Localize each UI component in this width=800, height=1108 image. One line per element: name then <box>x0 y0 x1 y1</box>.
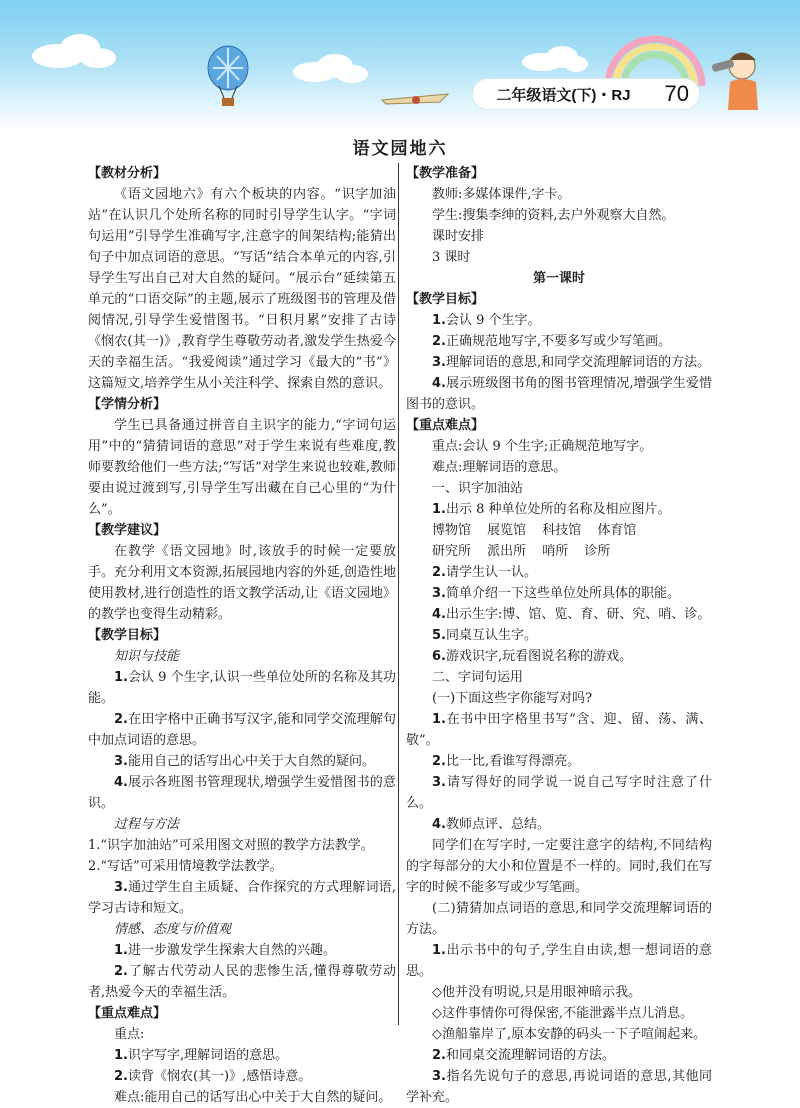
numbered-item <box>88 772 396 814</box>
item-text: 正确规范地写字,不要多写或少写笔画。 <box>445 334 672 349</box>
lesson-heading: 第一课时 <box>532 271 585 286</box>
child-telescope-icon <box>710 44 770 114</box>
item-number: 1. <box>114 670 128 685</box>
numbered-item <box>406 646 712 667</box>
paragraph: 教师:多媒体课件,字卡。 <box>432 187 571 202</box>
column-divider <box>398 163 399 1025</box>
section-heading: 【教学建议】 <box>88 523 167 538</box>
item-text: 请学生认一认。 <box>445 565 537 580</box>
numbered-item <box>406 1066 712 1108</box>
item-text: 在书中田字格里书写“含、迎、留、荡、满、敬”。 <box>406 712 712 748</box>
item-number: 2. <box>114 712 128 727</box>
numbered-item <box>88 940 396 961</box>
cloud-mid-icon <box>290 50 370 86</box>
item-text: 会认 9 个生字。 <box>445 313 541 328</box>
cloud-left-icon <box>28 30 118 70</box>
paragraph: 同学们在写字时,一定要注意字的结构,不同结构的字每部分的大小和位置是不一样的。同时,我们在写字的时候不能多写或少写笔画。 <box>406 838 712 895</box>
item-number: 5. <box>432 628 446 643</box>
page-number: 70 <box>664 81 689 106</box>
vocabulary-row: 研究所 派出所 哨所 诊所 <box>432 544 611 559</box>
item-text: 出示 8 种单位处所的名称及相应图片。 <box>445 502 671 517</box>
section-heading: 【重点难点】 <box>406 418 485 433</box>
item-number: 2. <box>114 1069 128 1084</box>
numbered-item <box>88 877 396 919</box>
item-text: 了解古代劳动人民的悲惨生活,懂得尊敬劳动者,热爱今天的幸福生活。 <box>88 964 396 1000</box>
item-number: 2. <box>114 964 128 979</box>
numbered-item <box>88 709 396 751</box>
item-number: 3. <box>432 1069 446 1084</box>
section-heading: 【重点难点】 <box>88 1006 167 1021</box>
item-number: 4. <box>114 775 128 790</box>
item-text: 教师点评、总结。 <box>445 817 550 832</box>
numbered-item <box>406 1045 712 1066</box>
item-number: 2. <box>432 754 446 769</box>
item-number: 3. <box>432 586 446 601</box>
item-text: 能用自己的话写出心中关于大自然的疑问。 <box>127 754 375 769</box>
item-number: 1. <box>114 943 128 958</box>
item-number: 4. <box>432 376 446 391</box>
paragraph: 3 课时 <box>432 250 471 265</box>
item-text: 会认 9 个生字,认识一些单位处所的名称及其功能。 <box>88 670 396 706</box>
item-number: 1. <box>432 943 446 958</box>
item-text: 理解词语的意思,和同学交流理解词语的方法。 <box>445 355 711 370</box>
item-number: 1. <box>432 712 446 727</box>
paragraph: ◇渔船靠岸了,原本安静的码头一下子喧闹起来。 <box>432 1027 707 1042</box>
item-text: 同桌互认生字。 <box>445 628 537 643</box>
item-text: 出示生字:博、馆、览、育、研、究、哨、诊。 <box>445 607 711 622</box>
numbered-item <box>406 352 712 373</box>
item-number: 1. <box>114 1048 128 1063</box>
item-text: 请写得好的同学说一说自己写字时注意了什么。 <box>406 775 712 811</box>
item-number: 3. <box>114 880 128 895</box>
paragraph: ◇这件事情你可得保密,不能泄露半点儿消息。 <box>432 1006 694 1021</box>
item-text: 比一比,看谁写得漂亮。 <box>445 754 581 769</box>
paragraph: 《语文园地六》有六个板块的内容。“识字加油站”在认识几个处所名称的同时引导学生认字。“字词句运用”引导学生准确写字,注意字的间架结构;能猜出句子中加点词语的意思。“写话”结合本单元的内容,引导学生写出自己对大自然的疑问。“展示台”延续第五单元的“口语交际”的主题,展示了班级图书的管理及借阅情况,引导学生爱惜图书。“日积月累”安排了古诗《悯农(其一)》,教育学生尊敬劳动者,激发学生热爱今天的幸福生活。“我爱阅读”通过学习《最大的“书”》这篇短文,培养学生从小关注科学、探索自然的意识。 <box>88 187 396 391</box>
subsection-label: 情感、态度与价值观 <box>114 922 232 937</box>
paragraph: 课时安排 <box>432 229 485 244</box>
numbered-item <box>406 772 712 814</box>
item-number: 4. <box>432 607 446 622</box>
header-badge <box>472 78 700 110</box>
item-text: 指名先说句子的意思,再说词语的意思,其他同学补充。 <box>406 1069 712 1105</box>
numbered-item <box>406 499 712 520</box>
item-number: 3. <box>432 775 446 790</box>
numbered-item <box>406 604 712 625</box>
item-number: 6. <box>432 649 446 664</box>
paragraph: (二)猜猜加点词语的意思,和同学交流理解词语的方法。 <box>406 901 712 937</box>
numbered-item <box>406 583 712 604</box>
item-text: 识字写字,理解词语的意思。 <box>127 1048 289 1063</box>
subsection-label: 过程与方法 <box>114 817 180 832</box>
item-text: 读背《悯农(其一)》,感悟诗意。 <box>127 1069 312 1084</box>
paragraph: ◇他并没有明说,只是用眼神暗示我。 <box>432 985 642 1000</box>
left-column <box>88 163 396 1108</box>
item-number: 1. <box>432 502 446 517</box>
numbered-item <box>406 331 712 352</box>
item-text: 展示班级图书角的图书管理情况,增强学生爱惜图书的意识。 <box>406 376 712 412</box>
paragraph: 二、字词句运用 <box>432 670 524 685</box>
item-number: 2. <box>432 565 446 580</box>
numbered-item <box>88 1066 396 1087</box>
item-number: 2. <box>432 334 446 349</box>
item-number: 1. <box>432 313 446 328</box>
section-heading: 【教学准备】 <box>406 166 485 181</box>
paragraph: 难点:能用自己的话写出心中关于大自然的疑问。 <box>114 1090 392 1105</box>
subject-tag: 二年级语文(下)・RJ <box>496 86 631 104</box>
paragraph: 重点:会认 9 个生字;正确规范地写字。 <box>432 439 653 454</box>
item-text: 进一步激发学生探索大自然的兴趣。 <box>127 943 336 958</box>
numbered-item <box>406 562 712 583</box>
item-text: 简单介绍一下这些单位处所具体的职能。 <box>445 586 680 601</box>
numbered-item <box>88 667 396 709</box>
numbered-item <box>406 940 712 982</box>
numbered-item <box>88 961 396 1003</box>
paragraph: 2.“写话”可采用情境教学法教学。 <box>88 859 283 874</box>
item-text: 和同桌交流理解词语的方法。 <box>445 1048 615 1063</box>
cloud-right-icon <box>520 44 590 74</box>
paragraph: (一)下面这些字你能写对吗? <box>432 691 593 706</box>
paragraph: 一、识字加油站 <box>432 481 524 496</box>
paragraph: 在教学《语文园地》时,该放手的时候一定要放手。充分利用文本资源,拓展园地内容的外延,创造性地使用教材,进行创造性的语文教学活动,让《语文园地》的教学也变得生动精彩。 <box>88 544 396 622</box>
paragraph: 重点: <box>114 1027 145 1042</box>
section-heading: 【教材分析】 <box>88 166 167 181</box>
item-number: 2. <box>432 1048 446 1063</box>
section-heading: 【教学目标】 <box>406 292 485 307</box>
paragraph: 1.“识字加油站”可采用图文对照的教学方法教学。 <box>88 838 374 853</box>
item-number: 3. <box>432 355 446 370</box>
paragraph: 学生已具备通过拼音自主识字的能力,“字词句运用”中的“猜猜词语的意思”对于学生来说有些难度,教师要教给他们一些方法;“写话”对学生来说也较难,教师要由说过渡到写,引导学生写出藏在自己心里的“为什么”。 <box>88 418 396 517</box>
hot-air-balloon-icon <box>205 46 251 108</box>
item-text: 展示各班图书管理现状,增强学生爱惜图书的意识。 <box>88 775 396 811</box>
numbered-item <box>406 709 712 751</box>
glider-icon <box>380 88 450 110</box>
section-heading: 【教学目标】 <box>88 628 167 643</box>
item-text: 出示书中的句子,学生自由读,想一想词语的意思。 <box>406 943 712 979</box>
numbered-item <box>406 751 712 772</box>
item-text: 游戏识字,玩看图说名称的游戏。 <box>445 649 633 664</box>
subsection-label: 知识与技能 <box>114 649 180 664</box>
numbered-item <box>406 310 712 331</box>
paragraph: 学生:搜集李绅的资料,去户外观察大自然。 <box>432 208 675 223</box>
paragraph: 难点:理解词语的意思。 <box>432 460 567 475</box>
vocabulary-row: 博物馆 展览馆 科技馆 体育馆 <box>432 523 637 538</box>
numbered-item <box>406 373 712 415</box>
item-number: 3. <box>114 754 128 769</box>
item-number: 4. <box>432 817 446 832</box>
numbered-item <box>88 751 396 772</box>
right-column <box>406 163 712 1108</box>
item-text: 通过学生自主质疑、合作探究的方式理解词语,学习古诗和短文。 <box>88 880 396 916</box>
numbered-item <box>406 814 712 835</box>
numbered-item <box>88 1045 396 1066</box>
section-heading: 【学情分析】 <box>88 397 167 412</box>
page-title: 语文园地六 <box>352 139 448 159</box>
item-text: 在田字格中正确书写汉字,能和同学交流理解句中加点词语的意思。 <box>88 712 396 748</box>
numbered-item <box>406 625 712 646</box>
